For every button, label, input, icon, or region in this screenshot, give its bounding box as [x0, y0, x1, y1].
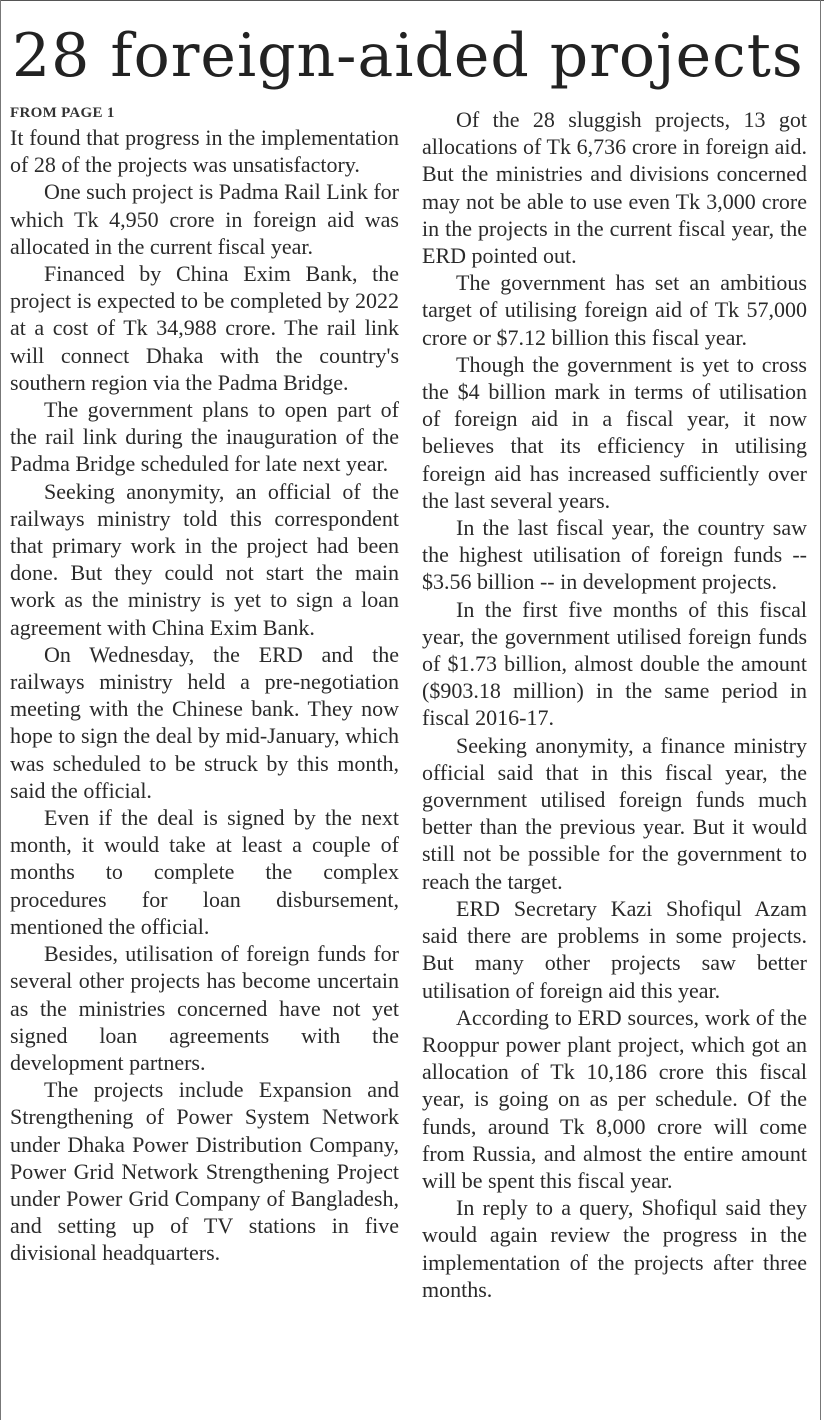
paragraph: Besides, utilisation of foreign funds for several other projects has become uncertain as the ministries concerned have not yet signed loan agreements with the development partners. — [10, 941, 399, 1075]
paragraph: Seeking anonymity, a finance ministry official said that in this fiscal year, the government utilised foreign funds much better than the previous year. But it would still not be possible for the government to reach the target. — [422, 732, 807, 894]
paragraph: The government plans to open part of the rail link during the inauguration of the Padma Bridge scheduled for late next year. — [10, 397, 399, 477]
paragraph: Even if the deal is signed by the next month, it would take at least a couple of months to complete the complex procedures for loan disbursement, mentioned the official. — [10, 805, 399, 939]
paragraph: It found that progress in the implementation of 28 of the projects was unsatisfactory. — [10, 125, 399, 178]
paragraph: The government has set an ambitious target of utilising foreign aid of Tk 57,000 crore or $7.12 billion this fiscal year. — [422, 270, 807, 350]
paragraph: In the first five months of this fiscal year, the government utilised foreign funds of $1.73 billion, almost double the amount ($903.18 million) in the same period in fiscal 2016-17. — [422, 596, 807, 731]
paragraph: On Wednesday, the ERD and the railways ministry held a pre-negotiation meeting with the Chinese bank. They now hope to sign the deal by mid-January, which was scheduled to be struck by this month, said the official. — [10, 641, 399, 803]
paragraph: In the last fiscal year, the country saw the highest utilisation of foreign funds -- $3.56 billion -- in development projects. — [422, 515, 807, 595]
paragraph: The projects include Expansion and Strengthening of Power System Network under Dhaka Power Distribution Company, Power Grid Network Strengthening Project under Power Grid Company of Bangladesh, and setting up of TV stations in five divisional headquarters. — [10, 1077, 399, 1266]
article-column-right — [422, 106, 807, 1303]
headline: 28 foreign-aided projects — [12, 21, 804, 91]
page-border-left — [0, 0, 1, 1420]
paragraph: One such project is Padma Rail Link for which Tk 4,950 crore in foreign aid was allocated in the current fiscal year. — [10, 179, 399, 259]
paragraph: Seeking anonymity, an official of the railways ministry told this correspondent that primary work in the project had been done. But they could not start the main work as the ministry is yet to sign a loan agreement with China Exim Bank. — [10, 478, 399, 640]
page-border-top — [0, 0, 824, 1]
article-column-left — [10, 104, 399, 1267]
paragraph: In reply to a query, Shofiqul said they would again review the progress in the implementation of the projects after three months. — [422, 1195, 807, 1302]
paragraph: Of the 28 sluggish projects, 13 got allocations of Tk 6,736 crore in foreign aid. But the ministries and divisions concerned may not be able to use even Tk 3,000 crore in the projects in the current fiscal year, the ERD pointed out. — [422, 107, 807, 269]
from-page-kicker: FROM PAGE 1 — [10, 105, 115, 121]
paragraph: ERD Secretary Kazi Shofiqul Azam said there are problems in some projects. But many other projects saw better utilisation of foreign aid this year. — [422, 895, 807, 1003]
paragraph: According to ERD sources, work of the Rooppur power plant project, which got an allocation of Tk 10,186 crore this fiscal year, is going on as per schedule. Of the funds, around Tk 8,000 crore will come from Russia, and almost the entire amount will be spent this fiscal year. — [422, 1004, 807, 1193]
paragraph: Financed by China Exim Bank, the project is expected to be completed by 2022 at a cost of Tk 34,988 crore. The rail link will connect Dhaka with the country's southern region via the Padma Bridge. — [10, 261, 399, 395]
page-border-right — [820, 0, 821, 1420]
paragraph: Though the government is yet to cross the $4 billion mark in terms of utilisation of foreign aid in a fiscal year, it now believes that its efficiency in utilising foreign aid has increased sufficiently over the last several years. — [422, 351, 807, 513]
